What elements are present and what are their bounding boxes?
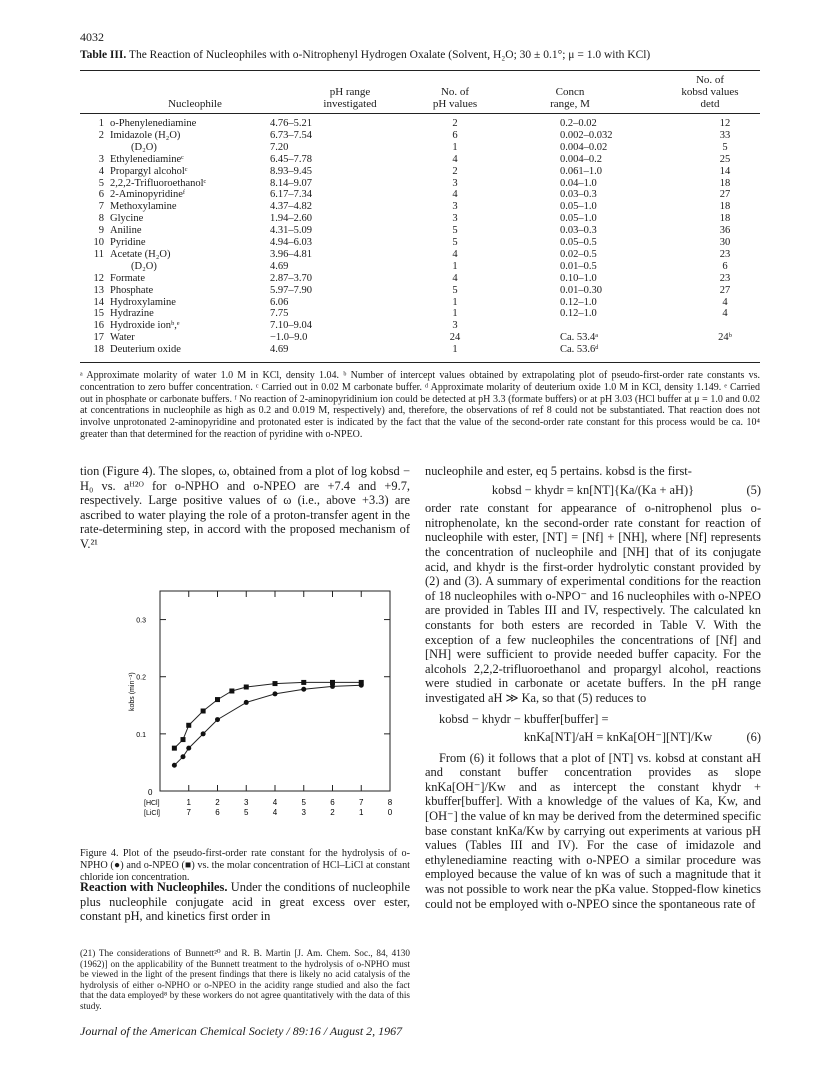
table-cell-nu: Deuterium oxide [110,344,181,356]
table-cell-nv: 5 [452,237,458,248]
table-cell-ph: 6.73–7.54 [270,129,312,141]
table-cell-nu: 2,2,2-Trifluoroethanolᶜ [110,177,207,189]
data-point-circle [273,691,278,696]
eq6-text: knKa[NT]/aH = knKa[OH⁻][NT]/Kw [523,730,713,745]
table-cell-ph: 3.96–4.81 [270,248,312,260]
table-row [80,154,760,165]
table-cell-no: 12 [93,272,104,284]
table-cell-nv: 1 [452,296,458,308]
table-row [80,297,760,308]
table-cell-ph: 4.69 [270,260,289,272]
table-footnotes: ᵃ Approximate molarity of water 1.0 M in KCl, density 1.04. ᵇ Number of intercept values obtained by extrapolating plot of pseudo-first-order rate constants vs. concentration to zero buffer concentration. ᶜ Carried out in 0.02 M carbonate buffer. ᵈ Approximate molarity of deuterium oxide 1.0 M in KCl, density 1.149. ᵉ Carried out in phosphate or carbonate buffers. ᶠ No reaction of 2-aminopyridinium ion could be detected at pH 3.3 (formate buffers) or at pH 3.03 (HCl buffer at μ = 1.0 and 0.02 at concentrations in nucleophile as high as 0.2 and 0.019 M, respectively) and, therefore, the observations of ref 8 could not be substantiated. That reaction does not involve unprotonated 2-aminopyridine and protonated ester is indicated by the fact that the value of the second-order rate constant for this process would be ca. 10⁴ greater than that determined for the reaction of pyridine with o-NPEO. [80,370,760,440]
x-bottom-tick-label: 7 [186,808,191,817]
data-point-square [215,697,220,702]
table-cell-ph: 4.37–4.82 [270,201,312,213]
table-cell-no: 4 [98,165,104,177]
table-cell-nu: Ethylenediamineᶜ [110,153,184,165]
table-cell-no: 3 [98,153,104,165]
table-row [80,118,760,129]
table-cell-ko: 23 [719,248,731,260]
x-bottom-tick-label: 4 [272,808,278,817]
header-nv: No. of pH values [432,86,478,110]
data-point-square [186,723,191,728]
table-cell-cc: 0.01–0.30 [560,284,602,296]
table-cell-nu: Hydrazine [110,308,154,320]
table-cell-nu: 2-Aminopyridineᶠ [110,189,186,201]
table-row [80,273,760,284]
data-point-square [359,680,364,685]
header-cc: Concn range, M [550,86,590,110]
x-top-tick-label: 3 [244,798,249,807]
table-cell-cc: 0.004–0.02 [560,141,608,153]
table-cell-no: 10 [93,237,104,248]
table-cell-nu: Phosphate [110,284,154,296]
table-cell-nu: o-Phenylenediamine [110,118,197,129]
table-cell-ph: 8.14–9.07 [270,177,312,189]
table-cell-no: 11 [93,248,104,260]
table-cell-ko: 33 [719,129,731,141]
reaction-heading: Reaction with Nucleophiles. [80,880,228,894]
data-point-square [301,680,306,685]
header-ko: No. of kobsd values detd [681,74,739,110]
table-cell-nu: Acetate (H₂O) [110,248,171,260]
x-bottom-label: [LiCl] [144,810,160,817]
table-cell-ko: 30 [719,237,731,248]
data-point-square [201,709,206,714]
data-point-circle [244,700,249,705]
table-cell-ph: 7.75 [270,308,289,320]
table-cell-no: 14 [93,296,104,308]
table-cell-ko: 18 [719,201,731,213]
table-cell-no: 6 [98,189,104,201]
table-cell-nv: 1 [452,260,458,272]
right-p3: From (6) it follows that a plot of [NT] vs. kobsd at constant aH and constant buffer concentration provides as slope knKa[OH⁻]/Kw and as intercept the constant khydr + kbuffer[buffer]. With a knowledge of the values of Ka, Kw, and [OH⁻] the value of kn may be derived from the determined specific base constant knKa/Kw by carrying out experiments at various pH values (Tables III and IV). For the case of imidazole and ethylenediamine reacting with o-NPEO a similar procedure was employed because the value of kn was of such a magnitude that it was not possible to work near the pKa value. Stopped-flow kinetics could not be employed with o-NPEO since the spontaneous rate of [425,750,761,911]
table-row [80,249,760,260]
table-label: Table III. [80,49,127,61]
table-row [80,201,760,212]
table-cell-ko: 27 [719,284,731,296]
eq6-number: (6) [746,730,761,745]
left-column-top: tion (Figure 4). The slopes, ω, obtained from a plot of log kobsd − H₀ vs. aᴴ²ᴼ for o-NPHO and o-NPEO are +7.4 and +9.7, respectively. Large positive values of ω (i.e., above +3.3) are ascribed to water playing the role of a proton-transfer agent in the rate-determining step, in accord with the proposed mechanism of V.²¹ [80,464,410,551]
table-cell-cc: 0.004–0.2 [560,153,602,165]
table-cell-cc: 0.2–0.02 [560,118,597,129]
table-row [80,261,760,272]
x-bottom-tick-label: 1 [359,808,364,817]
eq5-text: kobsd − khydr = kn[NT]{Ka/(Ka + aH)} [491,482,695,497]
equation-5 [425,483,761,498]
table-row [80,189,760,200]
table-cell-nu: Formate [110,272,145,284]
y-zero-label: 0 [148,788,153,797]
x-bottom-tick-label: 0 [387,808,393,817]
table-cell-cc: 0.04–1.0 [560,177,597,189]
table-cell-ph: 6.17–7.34 [270,189,312,201]
table-caption [80,49,760,61]
table-cell-nv: 3 [452,320,458,332]
data-point-circle [186,746,191,751]
table-cell-ph: 4.76–5.21 [270,118,312,129]
figure-caption: Figure 4. Plot of the pseudo-first-order rate constant for the hydrolysis of o-NPHO (●) and o-NPEO (■) vs. the molar concentration of HCl–LiCl at constant chloride ion concentration. [80,848,410,883]
table-cell-nv: 4 [452,272,458,284]
table-cell-nu: Glycine [110,213,144,225]
equation-6b [425,730,761,745]
table-cell-ph: 1.94–2.60 [270,213,312,225]
table-row [80,178,760,189]
table-cell-cc: 0.12–1.0 [560,296,597,308]
table-cell-ph: 4.69 [270,344,289,356]
table-cell-ko: 24ᵇ [718,332,732,344]
table-cell-no: 8 [98,213,104,225]
table-cell-no: 1 [98,118,104,129]
series-curve-0 [174,685,361,765]
table-bottom-rule [80,362,760,363]
data-point-circle [172,763,177,768]
x-top-label: [HCl] [144,800,160,807]
table-cell-nu: Propargyl alcoholᶜ [110,165,188,177]
table-cell-nv: 3 [452,201,458,213]
table-row [80,142,760,153]
table-cell-ko: 18 [719,177,731,189]
table-cell-ph: 7.10–9.04 [270,320,312,332]
data-point-circle [201,731,206,736]
table-cell-nv: 24 [449,332,461,344]
data-point-square [330,680,335,685]
table-cell-nu: Hydroxide ionᵇ,ᵉ [110,320,180,332]
table-cell-cc: 0.12–1.0 [560,308,597,320]
table-cell-nv: 2 [452,118,458,129]
table-row [80,225,760,236]
table-top-rule [80,70,760,71]
x-top-tick-label: 6 [330,798,335,807]
table-cell-ko: 4 [722,296,728,308]
y-tick-label: 0.2 [136,674,146,682]
table-row [80,308,760,319]
right-column [425,464,761,911]
table-cell-ph: 6.06 [270,296,289,308]
table-cell-ph: 4.31–5.09 [270,225,312,237]
table-cell-ko: 6 [722,260,728,272]
table-cell-ko: 5 [722,141,728,153]
eq5-number: (5) [746,482,761,497]
series-curve-1 [174,682,361,748]
table-cell-nu: Imidazole (H₂O) [110,129,181,141]
table-cell-nu: Methoxylamine [110,201,177,213]
table-cell-cc: 0.002–0.032 [560,129,613,141]
table-cell-ko: 4 [722,308,728,320]
table-cell-ko: 12 [719,118,731,129]
table-header-rule [80,113,760,114]
x-bottom-tick-label: 2 [330,808,335,817]
data-point-square [181,737,186,742]
table-cell-no: 9 [98,225,104,237]
data-point-circle [181,754,186,759]
header-ph: pH range investigated [323,86,377,110]
table-cell-cc: Ca. 53.4ᵃ [560,332,599,344]
x-bottom-tick-label: 5 [244,808,249,817]
x-top-tick-label: 5 [301,798,306,807]
table-cell-nv: 2 [452,165,458,177]
table-cell-ko: 36 [719,225,731,237]
data-point-square [229,689,234,694]
table-cell-nv: 3 [452,213,458,225]
table-cell-nv: 1 [452,308,458,320]
table-row [80,320,760,331]
table-cell-ph: 4.94–6.03 [270,237,312,248]
x-bottom-tick-label: 3 [301,808,306,817]
table-row [80,332,760,343]
x-top-tick-label: 7 [359,798,364,807]
table-cell-nu: Water [110,332,135,344]
table-cell-nv: 4 [452,153,458,165]
table-cell-no: 15 [93,308,104,320]
table-cell-cc: 0.10–1.0 [560,272,597,284]
table-title: The Reaction of Nucleophiles with o-Nitrophenyl Hydrogen Oxalate (Solvent, H₂O; 30 ± 0.1°; μ = 1.0 with KCl) [128,49,651,61]
table-cell-ph: 8.93–9.45 [270,165,312,177]
reaction-text: Under the conditions of nucleophile plus nucleophile conjugate acid in great excess over ester, constant pH, and kinetics first order in [80,880,410,924]
chart-frame [160,591,390,791]
y-tick-label: 0.1 [136,731,146,739]
table-cell-nu: Hydroxylamine [110,296,176,308]
table-cell-nu: (D₂O) [110,260,157,272]
data-point-square [172,746,177,751]
table-cell-nv: 1 [452,141,458,153]
table-cell-ph: 2.87–3.70 [270,272,312,284]
table-cell-nv: 3 [452,177,458,189]
header-nucleophile: Nucleophile [168,98,222,110]
x-bottom-tick-label: 6 [215,808,220,817]
table-cell-ko: 23 [719,272,731,284]
table-cell-nv: 4 [452,189,458,201]
table-cell-ko: 25 [719,153,731,165]
right-p2: order rate constant for appearance of o-nitrophenol plus o-nitrophenolate, kn the second-order rate constant for reaction of nucleophile with ester, [NT] = [Nf] + [NH], where [Nf] represents the concentration of nucleophile and [NH] that of its conjugate acid, and khydr is the first-order hydrolytic constant provided by (2) and (3). A summary of experimental conditions for the reaction of 18 nucleophiles with o-NPO⁻ and 16 nucleophiles with o-NPEO are provided in Tables III and IV, respectively. The calculated kn constants for both esters are recorded in Table V. With the exception of a few nucleophiles the concentrations of [Nf] and [NH] were sufficient to provide needed buffer capacity. For the alcohols 2,2,2-trifluoroethanol and propargyl alcohol, reactions were studied in carbonate or acetate buffers. In the pH range investigated aH ≫ Ka, so that (5) reduces to [425,501,761,705]
table-row [80,237,760,248]
right-p1: nucleophile and ester, eq 5 pertains. kobsd is the first- [425,464,692,478]
figure-4-chart [115,585,405,845]
y-tick-label: 0.3 [136,617,146,625]
journal-footer: Journal of the American Chemical Society / 89:16 / August 2, 1967 [80,1024,403,1038]
data-point-square [244,685,249,690]
table-row [80,130,760,141]
x-top-tick-label: 1 [186,798,191,807]
data-point-circle [301,687,306,692]
table-cell-nv: 4 [452,248,458,260]
table-row [80,344,760,355]
table-cell-no: 16 [93,320,104,332]
table-cell-cc: 0.03–0.3 [560,225,597,237]
table-row [80,213,760,224]
x-top-tick-label: 2 [215,798,220,807]
footnote-21: (21) The considerations of Bunnett²⁰ and R. B. Martin [J. Am. Chem. Soc., 84, 4130 (1962)] on the applicability of the Bunnett treatment to the hydrolysis of o-NPHO must be viewed in the light of the present findings that there is likely no acid catalysis of the hydrolysis of either o-NPHO or o-NPEO in the acidity range studied and also the fact that the data employed⁸ by these workers do not agree quantitatively with the data of this study. [80,948,410,1011]
table-cell-nv: 5 [452,225,458,237]
table-cell-cc: 0.05–1.0 [560,213,597,225]
table-cell-ph: 5.97–7.90 [270,284,312,296]
x-top-tick-label: 4 [272,798,278,807]
table-cell-no: 5 [98,177,104,189]
table-cell-cc: 0.01–0.5 [560,260,597,272]
table-cell-no: 13 [93,284,104,296]
table-cell-no: 7 [98,201,104,213]
table-row [80,285,760,296]
table-cell-nv: 1 [452,344,458,356]
table-cell-nu: (D₂O) [110,141,157,153]
table-cell-cc: 0.02–0.5 [560,248,597,260]
y-axis-label: kobs (min⁻¹) [129,672,136,711]
page-number: 4032 [80,30,104,44]
table-cell-cc: 0.03–0.3 [560,189,597,201]
table-cell-cc: 0.05–1.0 [560,201,597,213]
equation-6a: kobsd − khydr − kbuffer[buffer] = [439,711,609,726]
table-cell-ko: 14 [719,165,731,177]
data-point-square [273,681,278,686]
table-cell-ko: 18 [719,213,731,225]
data-point-circle [215,717,220,722]
table-cell-no: 17 [93,332,104,344]
table-cell-ph: 6.45–7.78 [270,153,312,165]
table-cell-nv: 6 [452,129,458,141]
table-cell-ph: 7.20 [270,141,289,153]
table-cell-nv: 5 [452,284,458,296]
table-cell-ko: 27 [719,189,731,201]
table-cell-cc: 0.061–1.0 [560,165,602,177]
table-cell-cc: 0.05–0.5 [560,237,597,248]
table-cell-nu: Pyridine [110,237,146,248]
table-cell-nu: Aniline [110,225,142,237]
table-cell-no: 18 [93,344,104,356]
table-cell-ph: −1.0–9.0 [270,332,308,344]
table-cell-cc: Ca. 53.6ᵈ [560,344,599,356]
table-row [80,166,760,177]
x-top-tick-label: 8 [387,798,393,807]
reaction-section [80,880,410,924]
table-cell-no: 2 [98,129,104,141]
